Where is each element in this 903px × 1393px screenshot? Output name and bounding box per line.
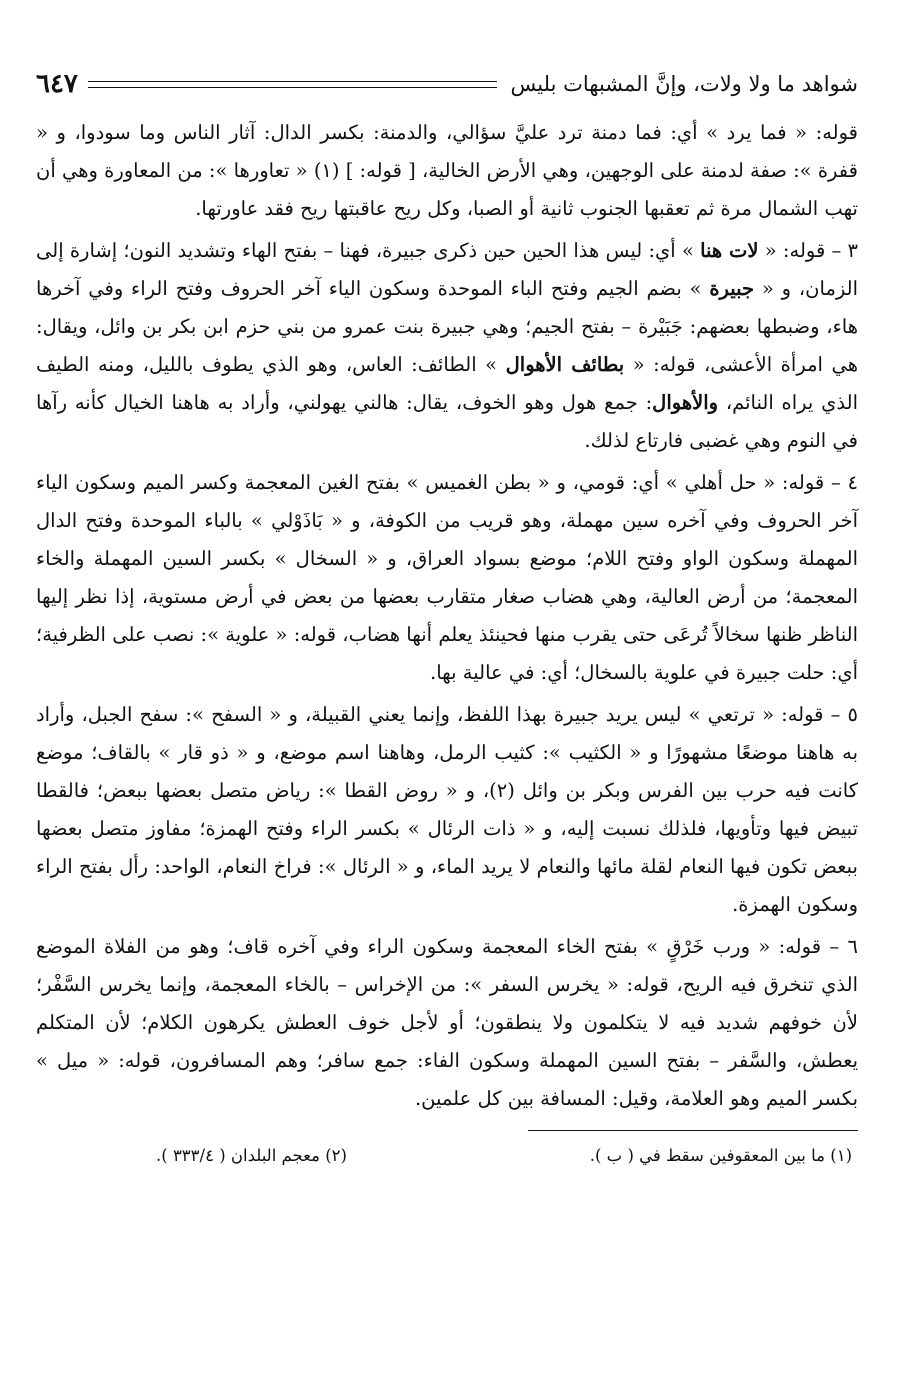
text-run: ٣ – قوله: « xyxy=(758,239,858,262)
footnotes xyxy=(36,1141,858,1171)
book-page xyxy=(36,62,858,1382)
paragraph-2 xyxy=(36,232,858,460)
text-run: قوله: « فما يرد » أي: فما دمنة ترد عليَّ سؤالي، والدمنة: بكسر الدال: آثار الناس وما سودوا، و « قفرة »: صفة لدمنة على الوجهين، وهي الأرض الخالية، [ قوله: ] xyxy=(36,121,858,182)
text-run: (٢) xyxy=(489,779,515,802)
paragraph-3 xyxy=(36,464,858,692)
text-run: ، و « روض القطا »: رياض متصل بعضها ببعض؛ فالقطا تبيض فيها وتأويها، فلذلك نسبت إليه، و « ذات الرئال » بكسر الراء وفتح الهمزة؛ مفاوز متصل بعضها ببعض تكون فيها النعام لقلة مائها والنعام لا يريد الماء، و « الرئال »: فراخ النعام، الواحد: رأل بفتح الراء وسكون الهمزة. xyxy=(36,779,858,916)
bold-term: والأهوال xyxy=(652,391,719,414)
text-run: ٥ – قوله: « ترتعي » ليس يريد جبيرة بهذا اللفظ، وإنما يعني القبيلة، و « السفح »: سفح الجبل، وأراد به هاهنا موضعًا مشهورًا و « الكثيب »: كثيب الرمل، وهاهنا اسم موضع، و « ذو قار » بالقاف؛ موضع كانت فيه حرب بين الفرس وبكر بن وائل xyxy=(36,703,858,802)
text-run: ٤ – قوله: « حل أهلي » أي: قومي، و « بطن الغميس » بفتح الغين المعجمة وكسر الميم وسكون الياء آخر الحروف وفي آخره سين مهملة، وهو قريب من الكوفة، و « بَاذَوْلي » بالباء الموحدة وفتح الدال المهملة وسكون الواو وفتح اللام؛ موضع بسواد العراق، و « السخال » بكسر السين المهملة والخاء المعجمة؛ من أرض العالية، وهي هضاب صغار متقارب بعضها من بعض في أرض مستوية، إذا نظر إليها الناظر ظنها سخالاً تُرعَى حتى يقرب منها فحينئذ يعلم أنها هضاب، قوله: « علوية »: نصب على الظرفية؛ أي: حلت جبيرة في علوية بالسخال؛ أي: في عالية بها. xyxy=(36,471,858,684)
bold-term: بطائف الأهوال xyxy=(505,353,625,376)
footnote-1: (١) ما بين المعقوفين سقط في ( ب ). xyxy=(589,1146,852,1165)
text-run: « تعاورها »: من المعاورة وهي أن تهب الشمال مرة ثم تعقبها الجنوب ثانية أو الصبا، وكل ريح عاقبتها ريح فقد عاورتها. xyxy=(36,159,858,220)
bold-term: جبيرة xyxy=(709,277,755,300)
page-header xyxy=(36,62,858,106)
text-run: : جمع هول وهو الخوف، يقال: هالني يهولني، وأراد به هاهنا الخيال كأنه رآها في النوم وهي غضبى فارتاع لذلك. xyxy=(36,391,858,452)
text-run: » الطائف: العاس، وهو الذي يطوف بالليل، ومنه الطيف الذي يراه النائم، xyxy=(36,353,858,414)
text-run: » بضم الجيم وفتح الباء الموحدة وسكون الياء آخر الحروف وفتح الراء وفي آخرها هاء، وضبطها بعضهم: جَبَيْرة – بفتح الجيم؛ وهي جبيرة بنت عمرو من بني حزم ابن بكر بن وائل، ويقال: هي امرأة الأعشى، قوله: « xyxy=(36,277,859,376)
text-run: (١) xyxy=(313,159,340,182)
running-title: شواهد ما ولا ولات، وإنَّ المشبهات بليس xyxy=(510,72,858,96)
footnote-separator xyxy=(36,1122,858,1131)
footnote-2: (٢) معجم البلدان ( ٣٣٣/٤ ). xyxy=(156,1146,347,1165)
paragraph-5 xyxy=(36,928,858,1118)
paragraph-1 xyxy=(36,114,858,228)
page-body xyxy=(36,114,858,1118)
text-run: ٦ – قوله: « ورب خَرْقٍ » بفتح الخاء المعجمة وسكون الراء وفي آخره قاف؛ وهو من الفلاة الموضع الذي تنخرق فيه الريح، قوله: « يخرس السفر »: من الإخراس – بالخاء المعجمة، وإنما يخرس السَّفْر؛ لأن خوفهم شديد فيه لا يتكلمون ولا ينطقون؛ أو لأجل خوف العطش يكرهون الكلام؛ لأن المتكلم يعطش، والسَّفر – بفتح السين المهملة وسكون الفاء: جمع سافر؛ وهم المسافرون، قوله: « ميل » بكسر الميم وهو العلامة، وقيل: المسافة بين كل علمين. xyxy=(36,935,858,1110)
page-number: ٦٤٧ xyxy=(36,69,78,99)
header-rule xyxy=(88,81,497,88)
paragraph-4 xyxy=(36,696,858,924)
text-run: » أي: ليس هذا الحين حين ذكرى جبيرة، فهنا – بفتح الهاء وتشديد النون؛ إشارة إلى الزمان، و « xyxy=(36,239,859,300)
bold-term: لات هنا xyxy=(700,239,759,262)
